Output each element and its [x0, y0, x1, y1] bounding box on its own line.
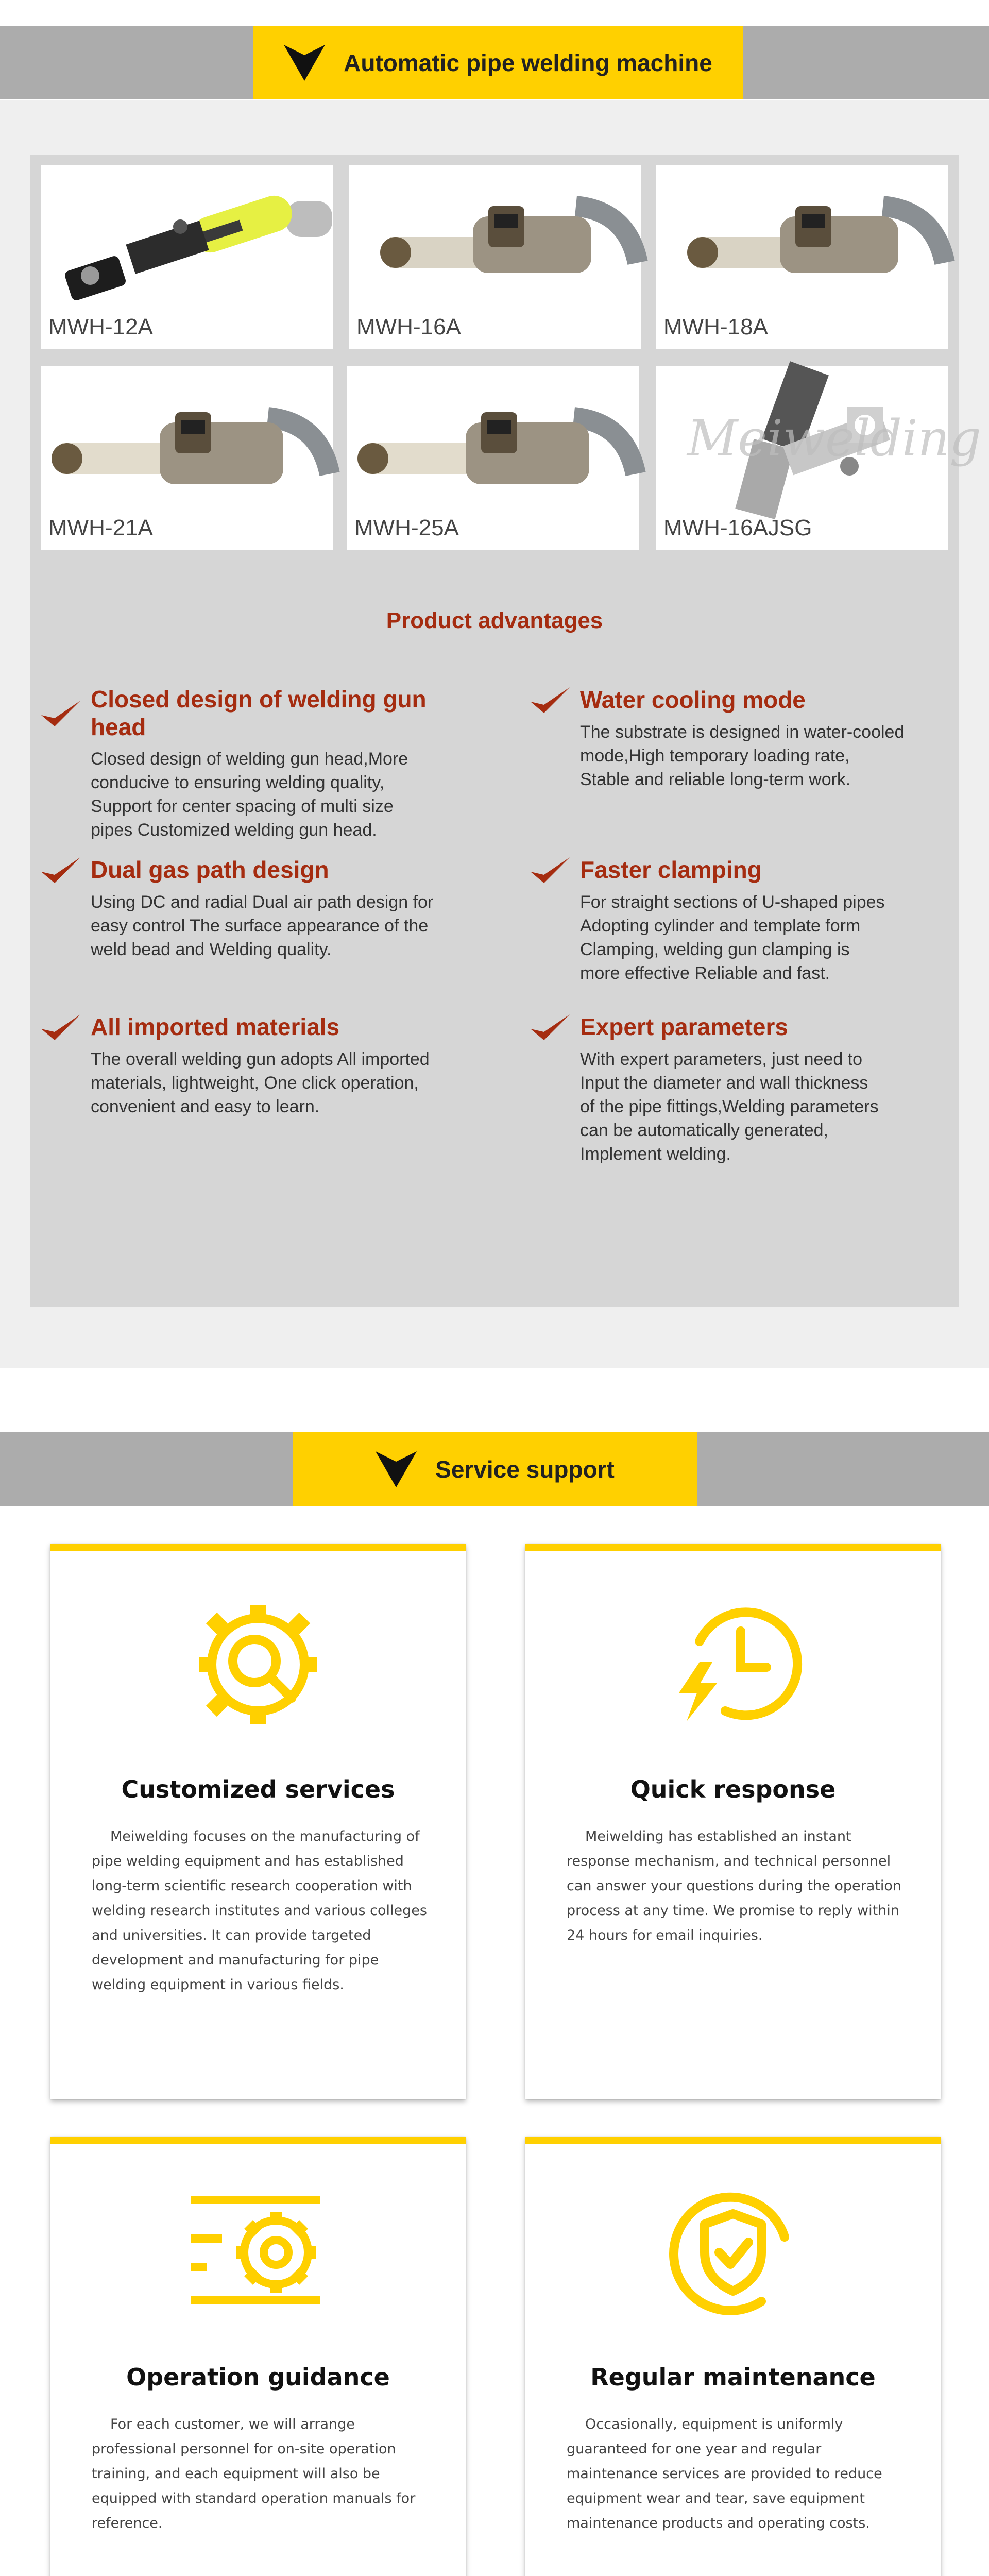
product-model-label: MWH-18A — [663, 314, 768, 340]
advantage-text: Closed design of welding gun head,More conducive to ensuring welding quality, Support for center spacing of multi size pipes Customized welding gun head. — [91, 749, 408, 840]
advantage-title: Expert parameters — [580, 1013, 788, 1040]
advantage-item — [40, 855, 483, 961]
service-card-regular-maintenance — [525, 2137, 941, 2576]
card-text: Occasionally, equipment is uniformly guaranteed for one year and regular maintenance services are provided to reduce equipment wear and tear, save equipment maintenance products and operating costs. — [567, 2416, 882, 2531]
checkmark-icon — [530, 685, 571, 714]
welder-gray-image — [360, 185, 638, 309]
product-card-mwh-12a[interactable] — [41, 165, 333, 349]
advantage-text: Using DC and radial Dual air path design for easy control The surface appearance of the weld bead and Welding quality. — [91, 892, 434, 959]
header-band-products — [0, 26, 989, 99]
advantage-title: Dual gas path design — [91, 856, 329, 883]
section-title-text: Service support — [435, 1455, 615, 1483]
product-model-label: MWH-16AJSG — [663, 515, 812, 540]
product-card-mwh-25a[interactable] — [347, 366, 639, 550]
advantage-item — [530, 685, 973, 791]
service-card-customized — [50, 1544, 466, 2099]
advantage-text: The overall welding gun adopts All imported materials, lightweight, One click operation, convenient and easy to learn. — [91, 1049, 430, 1116]
advantages-title: Product advantages — [386, 608, 603, 633]
shield-check-icon — [663, 2183, 803, 2322]
product-card-mwh-18a[interactable] — [656, 165, 948, 349]
advantage-item — [530, 1012, 973, 1166]
card-title: Regular maintenance — [590, 2363, 876, 2391]
service-card-quick-response — [525, 1544, 941, 2099]
product-card-mwh-16a[interactable] — [349, 165, 641, 349]
advantage-title: Closed design of welding gun head — [91, 686, 427, 740]
product-card-mwh-21a[interactable] — [41, 366, 333, 550]
checkmark-icon — [530, 1012, 571, 1041]
section-title-text: Automatic pipe welding machine — [344, 49, 712, 76]
product-model-label: MWH-25A — [354, 515, 459, 540]
checkmark-icon — [40, 699, 81, 727]
checkmark-icon — [40, 1012, 81, 1041]
advantage-text: The substrate is designed in water-cooled mode,High temporary loading rate, Stable and reliable long-term work. — [580, 722, 905, 789]
header-band-service — [0, 1432, 989, 1506]
card-text: Meiwelding focuses on the manufacturing of pipe welding equipment and has established long-term scientific research cooperation with welding research institutes and various colleges and universities. It can provide targeted development and manufacturing for pipe welding equipment in various fields. — [92, 1828, 427, 1993]
section-title-products — [253, 26, 743, 99]
chevron-down-icon — [284, 45, 325, 81]
product-model-label: MWH-12A — [48, 314, 153, 340]
welder-gray-image — [667, 185, 945, 309]
card-title: Customized services — [121, 1775, 395, 1803]
advantage-title: Water cooling mode — [580, 686, 806, 713]
product-card-mwh-16ajsg[interactable] — [656, 366, 981, 550]
gear-lines-icon — [186, 2185, 330, 2314]
welder-gray-image — [52, 386, 330, 510]
advantage-item — [40, 685, 483, 842]
products-panel — [30, 155, 981, 1307]
card-title: Operation guidance — [126, 2363, 390, 2391]
card-text: Meiwelding has established an instant response mechanism, and technical personnel can answer your questions during the operation process at any time. We promise to reply within 24 hours for email inquiries. — [567, 1828, 901, 1943]
watermark-text: Meiwelding — [687, 410, 981, 467]
card-title: Quick response — [630, 1775, 836, 1803]
checkmark-icon — [530, 855, 571, 884]
chevron-down-icon — [376, 1451, 417, 1487]
service-card-operation-guidance — [50, 2137, 466, 2576]
section-title-service — [293, 1432, 697, 1506]
advantage-title: Faster clamping — [580, 856, 762, 883]
welder-gray-image — [357, 386, 636, 510]
advantage-text: For straight sections of U-shaped pipes Adopting cylinder and template form Clamping, welding gun clamping is more effective Reliable and fast. — [580, 892, 885, 983]
advantage-text: With expert parameters, just need to Input the diameter and wall thickness of the pipe fittings,Welding parameters can be automatically generated, Implement welding. — [580, 1049, 879, 1164]
product-model-label: MWH-16A — [356, 314, 461, 340]
advantage-title: All imported materials — [91, 1013, 340, 1040]
advantage-item — [530, 855, 973, 985]
advantage-item — [40, 1012, 483, 1118]
card-text: For each customer, we will arrange professional personnel for on-site operation training, and each equipment will also be equipped with standard operation manuals for reference. — [92, 2416, 416, 2531]
clock-lightning-icon — [669, 1600, 797, 1729]
gear-search-icon — [194, 1600, 322, 1729]
checkmark-icon — [40, 855, 81, 884]
welder-yellow-image — [52, 185, 330, 309]
product-model-label: MWH-21A — [48, 515, 153, 540]
